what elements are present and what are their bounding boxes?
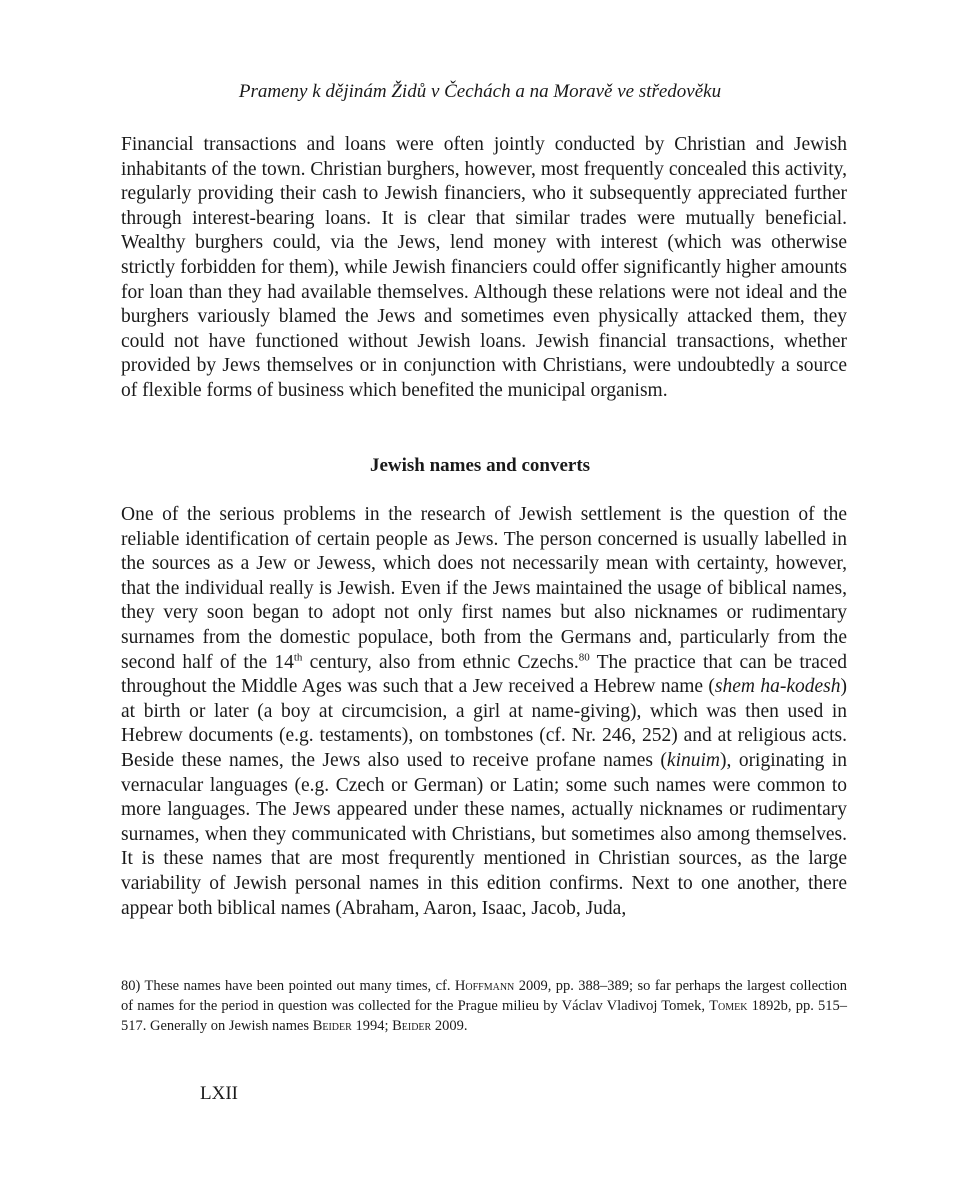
paragraph-text: The practice that can be traced throughout the Middle Ages was such that a Jew received a Hebrew name ( [121,651,847,698]
author-name: Beider [392,1018,432,1034]
footnote-text: 1892b, pp. 515–517. Generally on Jewish names [121,998,848,1034]
footnote-text: 2009, pp. 388–389; so far perhaps the largest collection of names for the period in question was collected for the Prague milieu by Václav Vladivoj Tomek, [121,978,847,1014]
footnote-text: 1994; [351,1018,393,1034]
paragraph-text: century, also from ethnic Czechs. [302,651,579,673]
author-name: Tomek [709,998,748,1014]
paragraph-text: ), originating in vernacular languages (e.g. Czech or German) or Latin; some such names were common to more languages. The Jews appeared under these names, actually nicknames or rudimentary surnames, when they communicated with Christians, but sometimes also among themselves. It is these names that are most frequrently mentioned in Christian sources, as the large variability of Jewish personal names in this edition confirms. Next to one another, there appear both biblical names (Abraham, Aaron, Isaac, Jacob, Juda, [121,749,847,919]
hebrew-term: shem ha-kodesh [714,676,841,698]
paragraph-text: ) at birth or later (a boy at circumcision, a girl at name-giving), which was then used in Hebrew documents (e.g. testaments), on tombstones (cf. Nr. 246, 252) and at religious acts. Beside these names, the Jews also used to receive profane names ( [121,676,848,771]
paragraph-financial-transactions: Financial transactions and loans were often jointly conducted by Christian and Jewish inhabitants of the town. Christian burghers, however, most frequently concealed this activity, regularly providing their cash to Jewish financiers, who it subsequently appreciated further through interest-bearing loans. It is clear that similar trades were mutually beneficial. Wealthy burghers could, via the Jews, lend money with interest (which was otherwise strictly forbidden for them), while Jewish financiers could offer significantly higher amounts for loan than they had available themselves. Although these relations were not ideal and the burghers variously blamed the Jews and sometimes even physically attacked them, they could not have functioned without Jewish loans. Jewish financial transactions, whether provided by Jews themselves or in conjunction with Christians, were undoubtedly a source of flexible forms of business which benefited the municipal organism. [121,134,847,401]
footnote-reference: 80 [578,651,590,664]
footnote-text: 80) These names have been pointed out many times, cf. [121,978,455,994]
page-number: LXII [200,1083,238,1104]
section-heading: Jewish names and converts [369,455,591,476]
author-name: Hoffmann [454,978,515,994]
paragraph-jewish-names [121,503,847,921]
paragraph-text: One of the serious problems in the research of Jewish settlement is the question of the reliable identification of certain people as Jews. The person concerned is usually labelled in the sources as a Jew or Jewess, which does not necessarily mean with certainty, however, that the individual really is Jewish. Even if the Jews maintained the usage of biblical names, they very soon began to adopt not only first names but also nicknames or rudimentary surnames from the domestic populace, both from the Germans and, particularly from the second half of the 14 [121,504,847,673]
author-name: Beider [312,1018,352,1034]
hebrew-term: kinuim [666,749,720,771]
footnote-text: 2009. [431,1018,468,1034]
footnote-80 [121,976,847,1036]
running-head: Prameny k dějinám Židů v Čechách a na Moravě ve středověku [238,81,722,102]
superscript-th: th [293,651,303,664]
